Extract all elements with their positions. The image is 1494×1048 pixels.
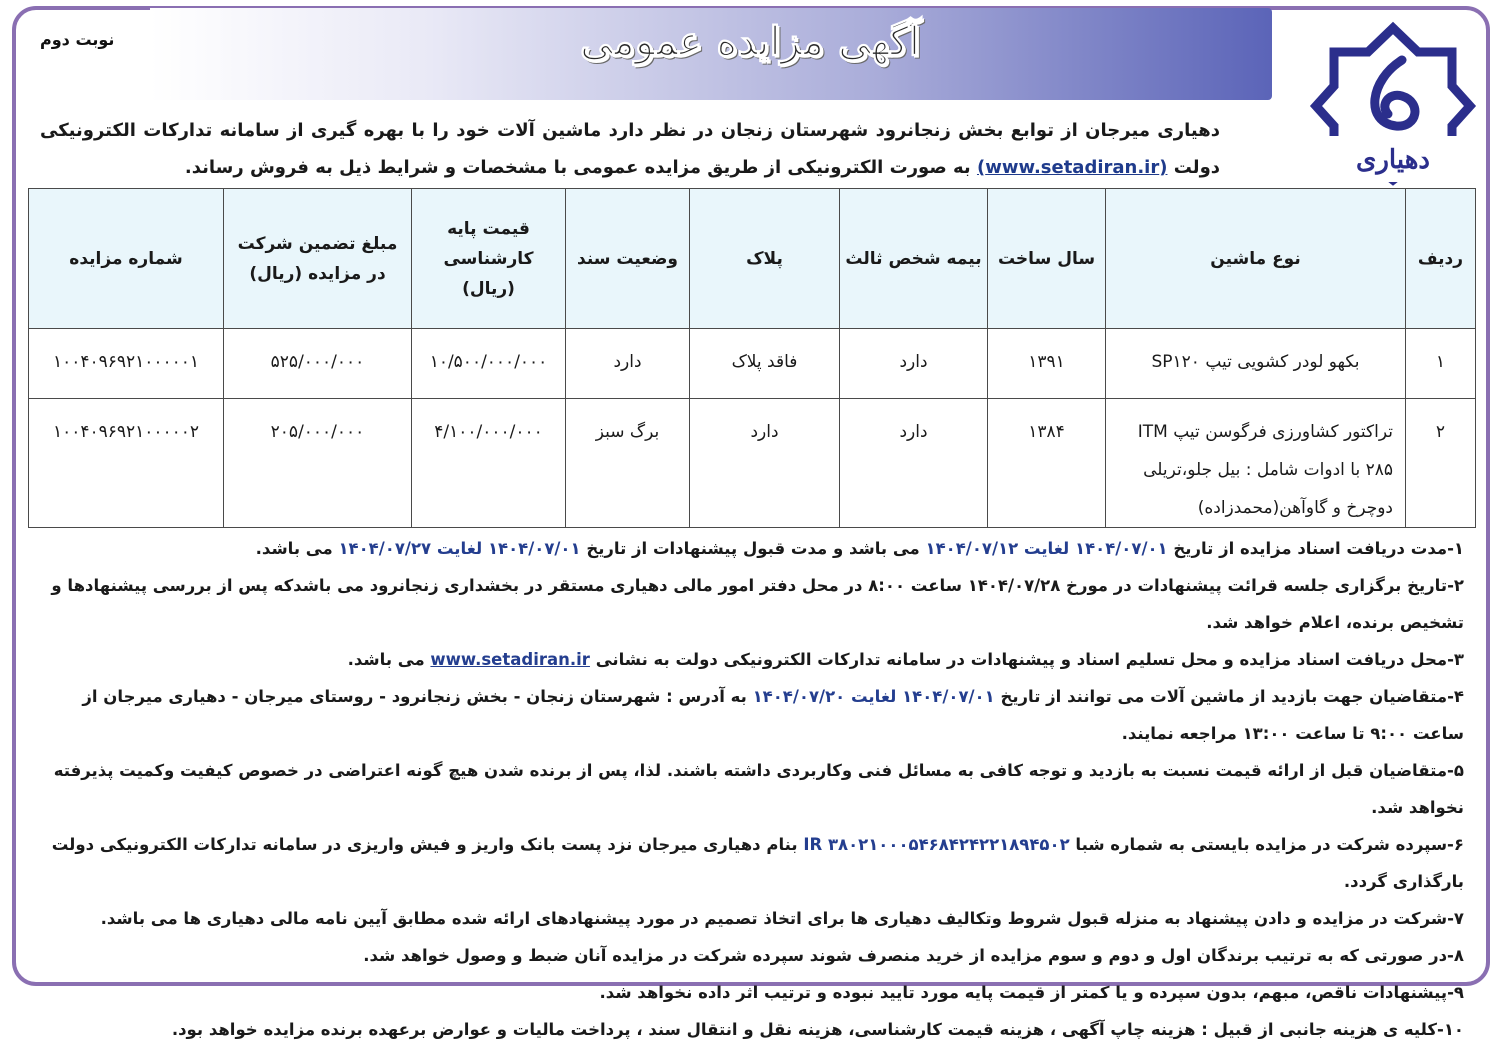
condition-4: ۴-متقاضیان جهت بازدید از ماشین آلات می توانند از تاریخ ۱۴۰۴/۰۷/۰۱ لغایت ۱۴۰۴/۰۷/۲۰ به آدرس : شهرستان زنجان - بخش زنجانرود - روستای میرجان - دهیاری میرجان از ساعت ۹:۰۰ تا ساعت ۱۳:۰۰ مراجعه نمایند. [82, 687, 1464, 743]
table-header-row [29, 189, 1476, 329]
condition-9: ۹-پیشنهادات ناقص، مبهم، بدون سپرده و یا کمتر از قیمت پایه مورد تایید نبوده و ترتیب اثر داده نخواهد شد. [599, 983, 1464, 1002]
cell-row-num: ۱ [1406, 329, 1476, 399]
dehyari-logo [1310, 22, 1476, 182]
cell-year: ۱۳۸۴ [988, 399, 1106, 528]
cell-year: ۱۳۹۱ [988, 329, 1106, 399]
setadiran-link[interactable]: (www.setadiran.ir) [976, 157, 1168, 178]
intro-line-2-post: به صورت الکترونیکی از طریق مزایده عمومی با مشخصات و شرایط ذیل به فروش رساند. [184, 157, 971, 178]
conditions-list [32, 530, 1464, 1048]
iban: IR ۳۸۰۲۱۰۰۰۵۴۶۸۴۲۴۲۲۱۸۹۴۵۰۲ [803, 835, 1070, 854]
table-row [29, 329, 1476, 399]
intro-line-1: دهیاری میرجان از توابع بخش زنجانرود شهرستان زنجان در نظر دارد ماشین آلات خود را با بهره گیری از سامانه تدارکات الکترونیکی [40, 120, 1220, 141]
header-base-price: قیمت پایه کارشناسی (ریال) [412, 189, 566, 329]
cell-document-status: دارد [566, 329, 690, 399]
header-document-status: وضعیت سند [566, 189, 690, 329]
cell-guarantee: ۲۰۵/۰۰۰/۰۰۰ [224, 399, 412, 528]
condition-8: ۸-در صورتی که به ترتیب برندگان اول و دوم و سوم مزایده از خرید منصرف شوند سپرده شرکت در مزایده آنان ضبط و وصول خواهد شد. [363, 946, 1464, 965]
setadiran-link[interactable]: www.setadiran.ir [430, 650, 590, 669]
cell-row-num: ۲ [1406, 399, 1476, 528]
header-insurance: بیمه شخص ثالث [840, 189, 988, 329]
logo-text: دهیاری [1356, 145, 1430, 175]
condition-7: ۷-شرکت در مزایده و دادن پیشنهاد به منزله قبول شروط وتکالیف دهیاری ها برای اتخاذ تصمیم در مورد پیشنهادهای ارائه شده مطابق آیین نامه مالی دهیاری ها می باشد. [100, 909, 1464, 928]
header-guarantee: مبلغ تضمین شرکت در مزایده (ریال) [224, 189, 412, 329]
page-title: آگهی مزایده عمومی [580, 18, 920, 65]
cell-insurance: دارد [840, 399, 988, 528]
header-auction-number: شماره مزایده [29, 189, 224, 329]
table-row [29, 399, 1476, 528]
date-range: ۱۴۰۴/۰۷/۰۱ لغایت ۱۴۰۴/۰۷/۱۲ [925, 539, 1168, 558]
condition-2: ۲-تاریخ برگزاری جلسه قرائت پیشنهادات در مورخ ۱۴۰۴/۰۷/۲۸ ساعت ۸:۰۰ در محل دفتر امور مالی دهیاری مستقر در بخشداری زنجانرود می باشدکه پس از بررسی پیشنهادها و تشخیص برنده، اعلام خواهد شد. [51, 576, 1464, 632]
intro-line-2-pre: دولت [1173, 157, 1220, 178]
cell-machine-type: بکهو لودر کشویی تیپ SP۱۲۰ [1106, 329, 1406, 399]
cell-guarantee: ۵۲۵/۰۰۰/۰۰۰ [224, 329, 412, 399]
auction-table [28, 188, 1476, 528]
condition-3: ۳-محل دریافت اسناد مزایده و محل تسلیم اسناد و پیشنهادات در سامانه تدارکات الکترونیکی دولت به نشانی www.setadiran.ir می باشد. [347, 650, 1464, 669]
condition-6: ۶-سپرده شرکت در مزایده بایستی به شماره شبا IR ۳۸۰۲۱۰۰۰۵۴۶۸۴۲۴۲۲۱۸۹۴۵۰۲ بنام دهیاری میرجان نزد پست بانک واریز و فیش واریزی در سامانه تدارکات الکترونیکی دولت بارگذاری گردد. [51, 835, 1464, 891]
header-plate: پلاک [690, 189, 840, 329]
cell-document-status: برگ سبز [566, 399, 690, 528]
condition-5: ۵-متقاضیان قبل از ارائه قیمت نسبت به بازدید و توجه کافی به مسائل فنی وکاربردی داشته باشند. لذا، پس از برنده شدن هیچ گونه اعتراضی در خصوص کیفیت وکمیت پذیرفته نخواهد شد. [53, 761, 1464, 817]
cell-insurance: دارد [840, 329, 988, 399]
cell-base-price: ۴/۱۰۰/۰۰۰/۰۰۰ [412, 399, 566, 528]
cell-plate: دارد [690, 399, 840, 528]
condition-1: ۱-مدت دریافت اسناد مزایده از تاریخ ۱۴۰۴/۰۷/۰۱ لغایت ۱۴۰۴/۰۷/۱۲ می باشد و مدت قبول پیشنهادات از تاریخ ۱۴۰۴/۰۷/۰۱ لغایت ۱۴۰۴/۰۷/۲۷ می باشد. [255, 539, 1464, 558]
header-row-num: ردیف [1406, 189, 1476, 329]
cell-auction-number: ۱۰۰۴۰۹۶۹۲۱۰۰۰۰۰۲ [29, 399, 224, 528]
intro-paragraph [40, 112, 1220, 186]
date-range: ۱۴۰۴/۰۷/۰۱ لغایت ۱۴۰۴/۰۷/۲۷ [338, 539, 581, 558]
header-machine-type: نوع ماشین [1106, 189, 1406, 329]
cell-base-price: ۱۰/۵۰۰/۰۰۰/۰۰۰ [412, 329, 566, 399]
header-year: سال ساخت [988, 189, 1106, 329]
condition-10: ۱۰-کلیه ی هزینه جانبی از قبیل : هزینه چاپ آگهی ، هزینه قیمت کارشناسی، هزینه نقل و انتقال سند ، پرداخت مالیات و عوارض برعهده برنده مزایده خواهد بود. [171, 1020, 1464, 1039]
cell-plate: فاقد پلاک [690, 329, 840, 399]
cell-machine-type: تراکتور کشاورزی فرگوسن تیپ ITM ۲۸۵ با ادوات شامل : بیل جلو،تریلی دوچرخ و گاوآهن(محمدزاده) [1106, 399, 1406, 528]
cell-auction-number: ۱۰۰۴۰۹۶۹۲۱۰۰۰۰۰۱ [29, 329, 224, 399]
date-range: ۱۴۰۴/۰۷/۰۱ لغایت ۱۴۰۴/۰۷/۲۰ [752, 687, 995, 706]
stage-label: نوبت دوم [40, 30, 115, 49]
